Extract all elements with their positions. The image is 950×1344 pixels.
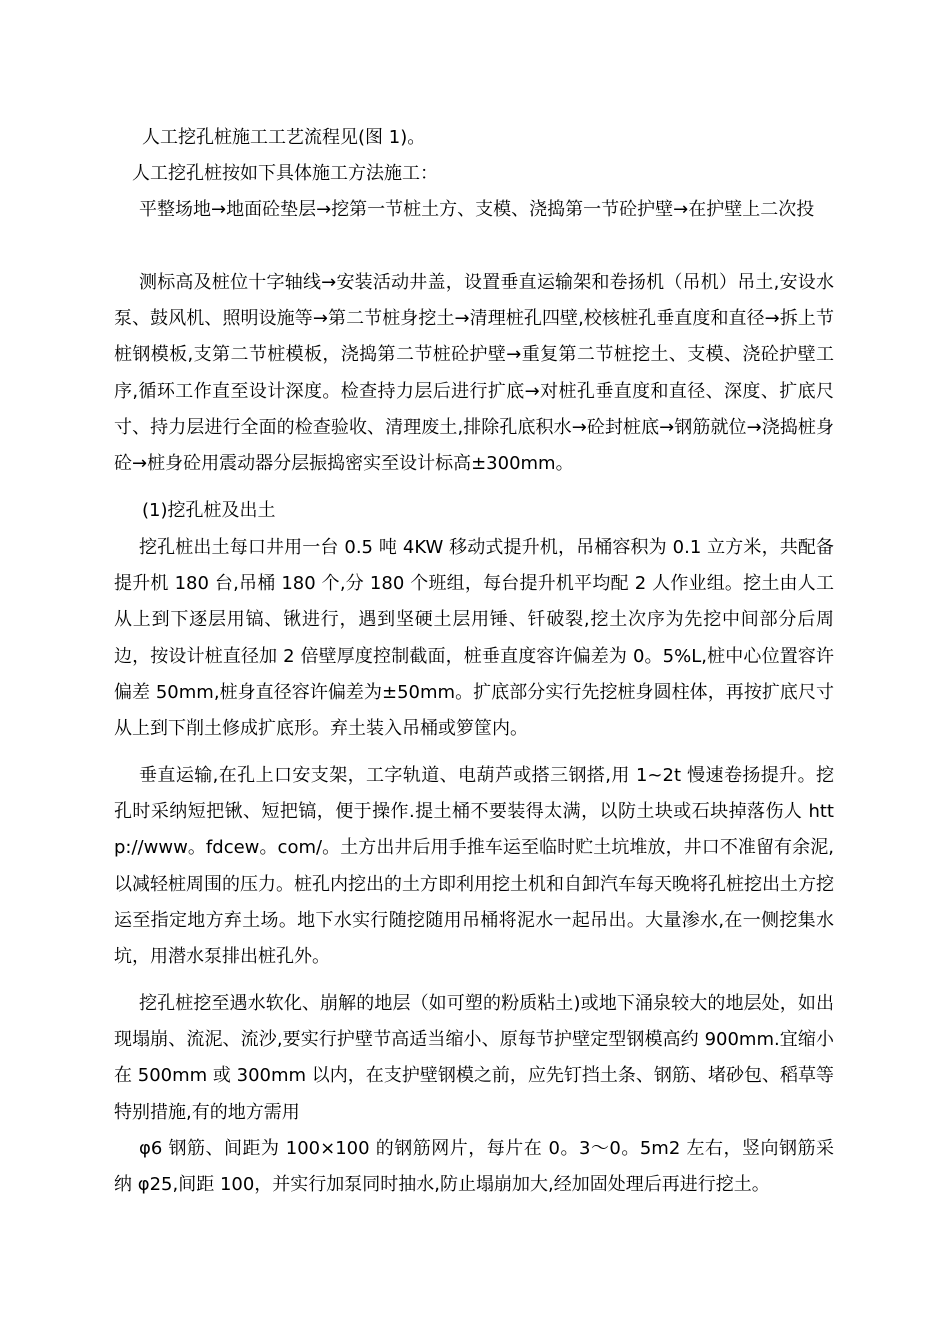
paragraph-soft-strata: 挖孔桩挖至遇水软化、崩解的地层（如可塑的粉质粘土)或地下涌泉较大的地层处，如出现塌崩、流泥、流沙,要实行护壁节高适当缩小、原每节护壁定型钢模高约 900mm.宜缩小在 500mm 或 300mm 以内，在支护壁钢模之前，应先钉挡土条、钢筋、堵砂包、稻草等特别措施,有的地方需用 <box>114 993 834 1123</box>
paragraph-method-intro: 人工挖孔桩按如下具体施工方法施工： <box>132 163 438 184</box>
paragraph-excavation-detail: 挖孔桩出土每口井用一台 0.5 吨 4KW 移动式提升机，吊桶容积为 0.1 立方米，共配备提升机 180 台,吊桶 180 个,分 180 个班组，每台提升机平均配 2 人作业组。挖土由人工从上到下逐层用镐、锹进行，遇到坚硬土层用锤、钎破裂,挖土次序为先挖中间部分后周边，按设计桩直径加 2 倍壁厚度控制截面，桩垂直度容许偏差为 0。5%L,桩中心位置容许偏差 50mm,桩身直径容许偏差为±50mm。扩底部分实行先挖桩身圆柱体，再按扩底尺寸从上到下削土修成扩底形。弃土装入吊桶或箩筐内。 <box>114 537 834 740</box>
paragraph-steel-mesh: φ6 钢筋、间距为 100×100 的钢筋网片，每片在 0。3～0。5m2 左右，竖向钢筋采纳 φ25,间距 100，并实行加泵同时抽水,防止塌崩加大,经加固处理后再进行挖土。 <box>114 1138 834 1196</box>
paragraph-site-leveling: 平整场地→地面砼垫层→挖第一节桩土方、支模、浇捣第一节砼护壁→在护壁上二次投 <box>139 199 815 220</box>
paragraph-survey-steps: 测标高及桩位十字轴线→安装活动井盖，设置垂直运输架和卷扬机（吊机）吊土,安设水泵、鼓风机、照明设施等→第二节桩身挖土→清理桩孔四壁,校核桩孔垂直度和直径→拆上节桩钢模板,支第二节桩模板，浇捣第二节桩砼护壁→重复第二节桩挖土、支模、浇砼护壁工序,循环工作直至设计深度。检查持力层后进行扩底→对桩孔垂直度和直径、深度、扩底尺寸、持力层进行全面的检查验收、清理废土,排除孔底积水→砼封桩底→钢筋就位→浇捣桩身砼→桩身砼用震动器分层振捣密实至设计标高±300mm。 <box>114 272 834 475</box>
paragraph-process-figure-ref: 人工挖孔桩施工工艺流程见(图 1)。 <box>142 127 426 148</box>
section-heading-excavation: (1)挖孔桩及出土 <box>142 500 276 521</box>
paragraph-vertical-transport: 垂直运输,在孔上口安支架，工字轨道、电葫芦或搭三钢搭,用 1~2t 慢速卷扬提升。挖孔时采纳短把锹、短把镐，便于操作.提土桶不要装得太满，以防土块或石块掉落伤人 http://www。fdcew。com/。土方出井后用手推车运至临时贮土坑堆放，井口不准留有余泥,以减轻桩周围的压力。桩孔内挖出的土方即利用挖土机和自卸汽车每天晚将孔桩挖出土方挖运至指定地方弃土场。地下水实行随挖随用吊桶将泥水一起吊出。大量渗水,在一侧挖集水坑，用潜水泵排出桩孔外。 <box>114 765 834 968</box>
